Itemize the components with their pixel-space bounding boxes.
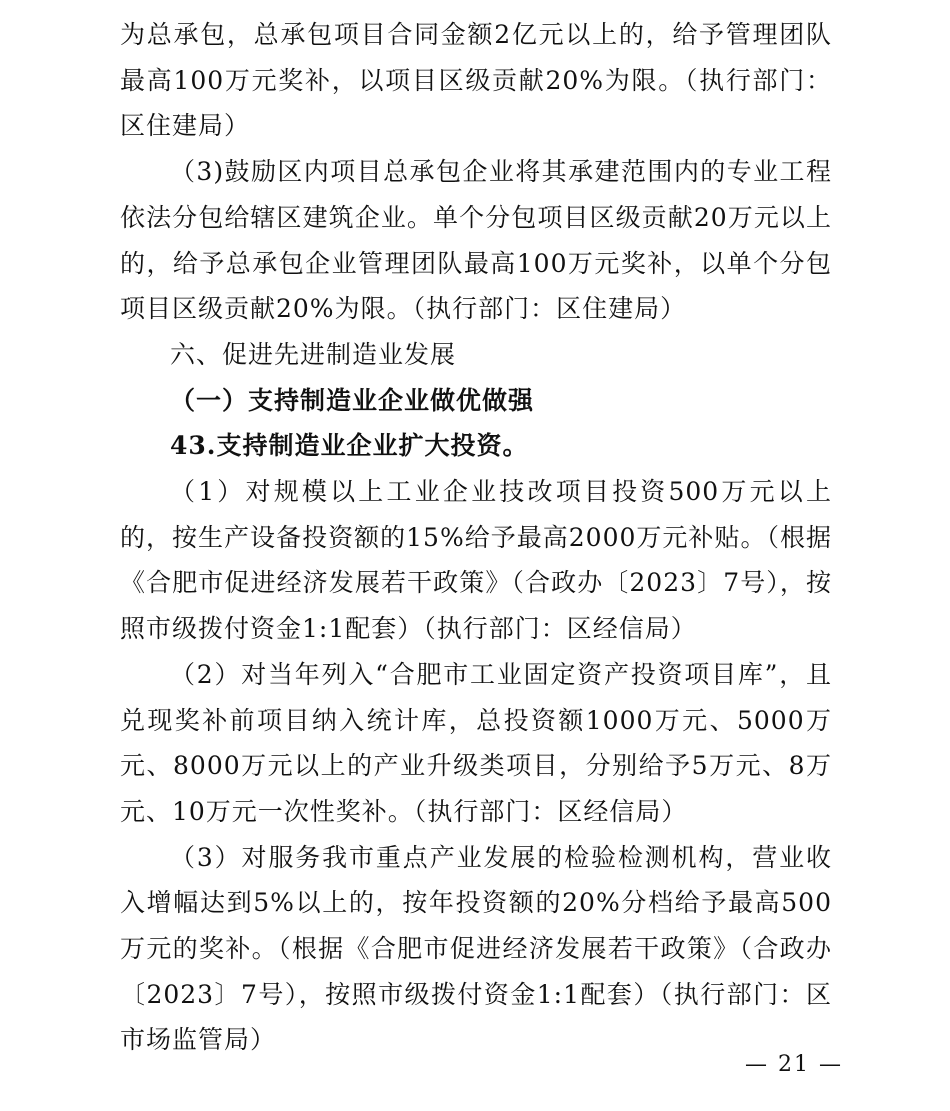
paragraph-item-1-tech-upgrade: （1）对规模以上工业企业技改项目投资500万元以上的，按生产设备投资额的15%给予最高2000万元补贴。（根据《合肥市促进经济发展若干政策》（合政办〔2023〕7号），按照市级拨付资金1:1配套）（执行部门：区经信局） — [120, 477, 832, 644]
paragraph-item-2-investment-library: （2）对当年列入“合肥市工业固定资产投资项目库”，且兑现奖补前项目纳入统计库，总投资额1000万元、5000万元、8000万元以上的产业升级类项目，分别给予5万元、8万元、10万元一次性奖补。（执行部门：区经信局） — [120, 659, 832, 826]
paragraph-continuation: 为总承包，总承包项目合同金额2亿元以上的，给予管理团队最高100万元奖补，以项目区级贡献20%为限。（执行部门：区住建局） — [120, 20, 832, 141]
paragraph-item-3-subcontract: （3)鼓励区内项目总承包企业将其承建范围内的专业工程依法分包给辖区建筑企业。单个分包项目区级贡献20万元以上的，给予总承包企业管理团队最高100万元奖补，以单个分包项目区级贡献20%为限。（执行部门：区住建局） — [120, 157, 832, 324]
paragraph-item-3-testing-institutions: （3）对服务我市重点产业发展的检验检测机构，营业收入增幅达到5%以上的，按年投资额的20%分档给予最高500万元的奖补。（根据《合肥市促进经济发展若干政策》（合政办〔2023〕7号），按照市级拨付资金1:1配套）（执行部门：区市场监管局） — [120, 842, 832, 1055]
document-body — [120, 12, 832, 1063]
clause-heading-43: 43.支持制造业企业扩大投资。 — [170, 431, 529, 461]
subsection-heading-support: （一）支持制造业企业做优做强 — [170, 385, 535, 415]
section-heading-manufacturing: 六、促进先进制造业发展 — [170, 339, 457, 369]
page-number: — 21 — — [745, 1052, 843, 1077]
